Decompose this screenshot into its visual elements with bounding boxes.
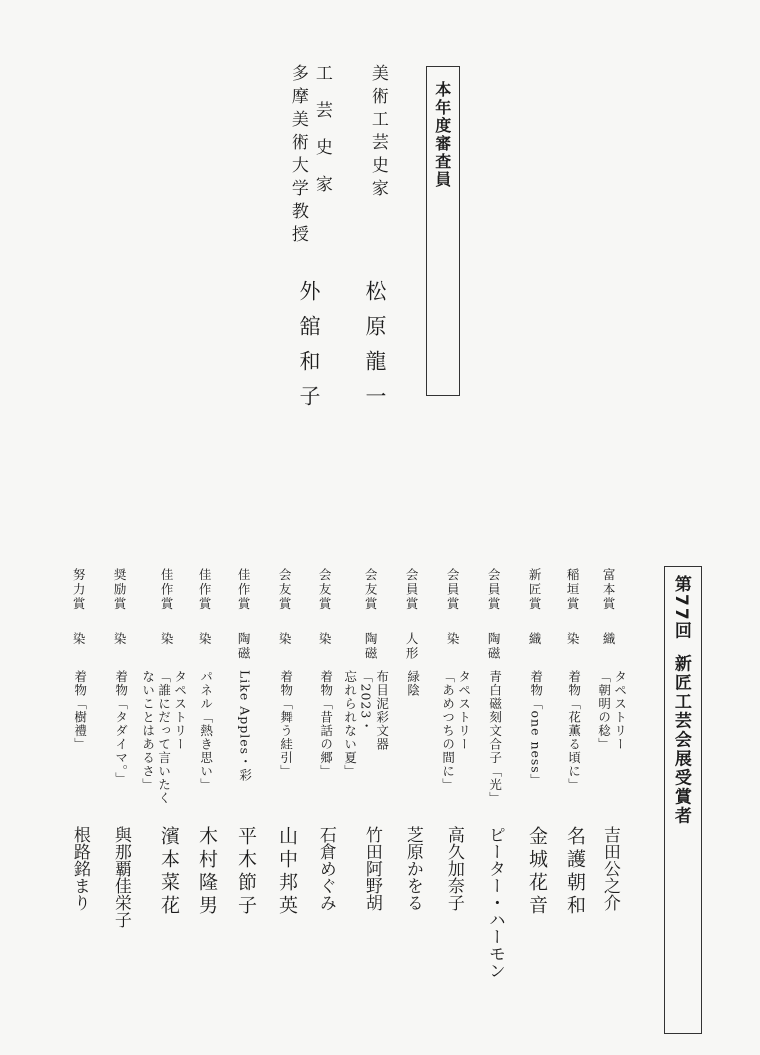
work-title: 着物「舞う絓引」 [278,670,294,778]
award-name: 新匠賞 [527,568,543,612]
craft-category: 織 [601,632,617,647]
work-title: 「朝明の稔」 [596,670,612,751]
work-title: 「あめつちの間に」 [440,670,456,792]
judges-heading: 本年度審査員 [432,81,452,189]
craft-category: 人形 [404,632,420,661]
awardee-name: 石倉めぐみ [315,826,336,911]
awardee-name: 與那覇佳栄子 [110,826,131,928]
work-title: パネル「熱き思い」 [198,670,214,792]
work-title: ないことはあるさ」 [140,670,156,792]
judge-name: 松原龍一 [363,280,388,420]
award-name: 会友賞 [277,568,293,612]
craft-category: 陶磁 [486,632,502,661]
award-name: 会員賞 [404,568,420,612]
award-name: 会員賞 [486,568,502,612]
award-name: 佳作賞 [236,568,252,612]
awards-heading-title: 新匠工芸会展受賞者 [670,654,691,826]
craft-category: 染 [197,632,213,647]
work-title: タペストリー [612,670,628,751]
judge-role: 工芸史家 [311,64,332,212]
judge-affiliation: 多摩美術大学教授 [287,64,308,248]
award-name: 佳作賞 [197,568,213,612]
award-name: 会員賞 [445,568,461,612]
work-title: 着物「花薫る頃に」 [566,670,582,792]
awards-heading-box [664,566,702,1034]
work-title: 着物「昔話の郷」 [318,670,334,778]
awardee-name: 木村隆男 [195,826,218,918]
work-title: タペストリー [172,670,188,751]
award-name: 奨励賞 [112,568,128,612]
craft-category: 陶磁 [363,632,379,661]
craft-category: 染 [445,632,461,647]
work-title: 着物「樹禮」 [72,670,88,751]
award-name: 努力賞 [71,568,87,612]
work-title: 着物「one ness」 [528,670,544,788]
craft-category: 染 [277,632,293,647]
craft-category: 染 [71,632,87,647]
judge-role: 美術工芸史家 [367,64,388,202]
work-title: 着物「タダイマ。」 [113,670,129,786]
awards-heading [671,575,689,826]
award-name: 稲垣賞 [565,568,581,612]
craft-category: 染 [317,632,333,647]
awardee-name: 平木節子 [234,826,257,918]
awardee-name: 芝原かをる [402,826,423,911]
awardee-name: 竹田阿野胡 [361,826,382,911]
awardee-name: 吉田公之介 [599,826,620,911]
craft-category: 染 [159,632,175,647]
work-title: タペストリー [456,670,472,751]
award-name: 富本賞 [601,568,617,612]
work-title: 青白磁刻文合子「光」 [487,670,503,805]
judge-name: 外舘和子 [297,280,322,420]
awardee-name: 名護朝和 [563,826,586,918]
awardee-name: ピーター・ハーモン [484,826,505,979]
judges-heading-box [426,66,460,396]
work-title: Like Apples・彩 [237,670,253,783]
work-title: 「2023・ [358,670,374,733]
awards-heading-number: 第77回 [670,575,691,641]
awardee-name: 根路銘まり [69,826,90,911]
work-title: 布目泥彩文器 [374,670,390,751]
award-name: 佳作賞 [159,568,175,612]
work-title: 緑陰 [405,670,421,697]
awardee-name: 高久加奈子 [443,826,464,911]
work-title: 忘れられない夏」 [342,670,358,778]
award-name: 会友賞 [363,568,379,612]
craft-category: 染 [112,632,128,647]
work-title: 「誰にだって言いたく [156,670,172,805]
craft-category: 織 [527,632,543,647]
awardee-name: 山中邦英 [275,826,298,918]
craft-category: 染 [565,632,581,647]
awardee-name: 濱本菜花 [157,826,180,918]
awardee-name: 金城花音 [525,826,548,918]
craft-category: 陶磁 [236,632,252,661]
award-name: 会友賞 [317,568,333,612]
